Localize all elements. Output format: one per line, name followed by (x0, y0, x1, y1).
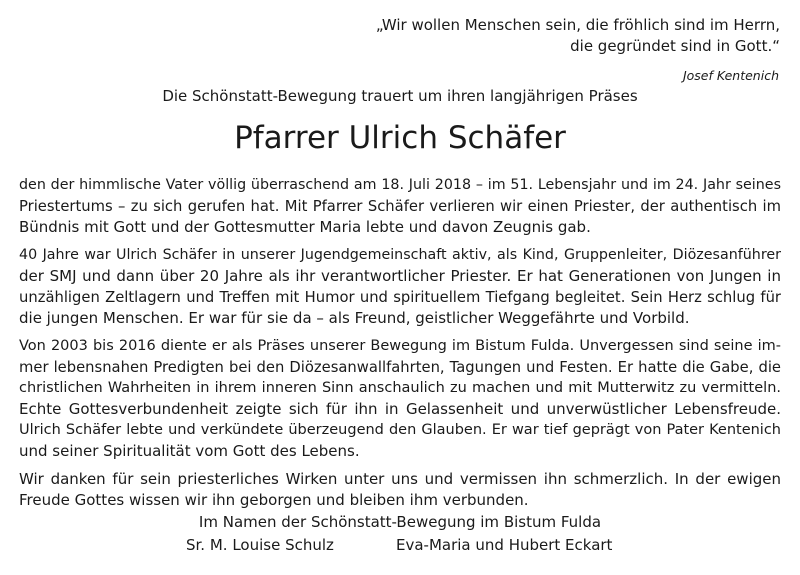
body-line: Priestertums – zu sich gerufen hat. Mit Pfarrer Schäfer verlieren wir einen Priester, der authentisch im (19, 198, 781, 215)
quote-line-1: „Wir wollen Menschen sein, die fröhlich sind im Herrn, (375, 16, 780, 34)
body-line: christlichen Wahrheiten in ihrem inneren Sinn anschaulich zu machen und mit Mutterwitz zu vermitteln. (19, 380, 781, 396)
body-line: Von 2003 bis 2016 diente er als Präses unserer Bewegung im Bistum Fulda. Unvergessen sind seine im- (19, 338, 781, 354)
body-line: die jungen Menschen. Er war für sie da – als Freund, geistlicher Weggefährte und Vorbild. (19, 309, 690, 327)
quote-line-2: die gegründet sind in Gott.“ (570, 37, 780, 55)
body-line: Echte Gottesverbundenheit zeigte sich für ihn in Gelassenheit und unverwüstlicher Lebensfreude. (19, 400, 781, 418)
deceased-name: Pfarrer Ulrich Schäfer (234, 120, 566, 156)
body-line: Bündnis mit Gott und der Gottesmutter Maria lebte und davon Zeugnis gab. (19, 218, 591, 236)
epigraph-quote (376, 15, 780, 57)
body-line: und seiner Spiritualität vom Gott des Lebens. (19, 442, 360, 460)
body-line: der SMJ und dann über 20 Jahre als ihr verantwortlicher Priester. Er hat Generationen von Jungen in (19, 267, 781, 285)
body-line: Wir danken für sein priesterliches Wirken unter uns und vermissen ihn schmerzlich. In der ewigen (19, 470, 781, 488)
body-paragraph (19, 469, 781, 511)
body-line: Ulrich Schäfer lebte und verkündete überzeugend den Glauben. Er war tief geprägt von Pater Kentenich (19, 422, 781, 438)
signature-organization: Im Namen der Schönstatt-Bewegung im Bistum Fulda (198, 513, 602, 531)
body-line: mer lebensnahen Predigten bei den Diözesanwallfahrten, Tagungen und Festen. Er hatte die Gabe, die (19, 359, 781, 376)
notice-subtitle: Die Schönstatt-Bewegung trauert um ihren langjährigen Präses (162, 87, 638, 105)
notice-body (19, 175, 781, 518)
signature-left: Sr. M. Louise Schulz (186, 536, 334, 554)
signature-right: Eva-Maria und Hubert Eckart (396, 536, 613, 554)
body-line: Freude Gottes wissen wir ihn geborgen und bleiben ihm verbunden. (19, 491, 529, 509)
body-paragraph (19, 336, 781, 462)
body-line: unzähligen Zeltlagern und Treffen mit Humor und spirituellem Tiefgang begleitet. Sein Herz schlug für (19, 289, 781, 306)
body-paragraph (19, 245, 781, 329)
body-paragraph (19, 175, 781, 238)
quote-author: Josef Kentenich (682, 68, 779, 83)
body-line: 40 Jahre war Ulrich Schäfer in unserer Jugendgemeinschaft aktiv, als Kind, Gruppenleiter, Diözesanführer (19, 247, 781, 263)
body-line: den der himmlische Vater völlig überraschend am 18. Juli 2018 – im 51. Lebensjahr und im 24. Jahr seines (19, 177, 781, 193)
